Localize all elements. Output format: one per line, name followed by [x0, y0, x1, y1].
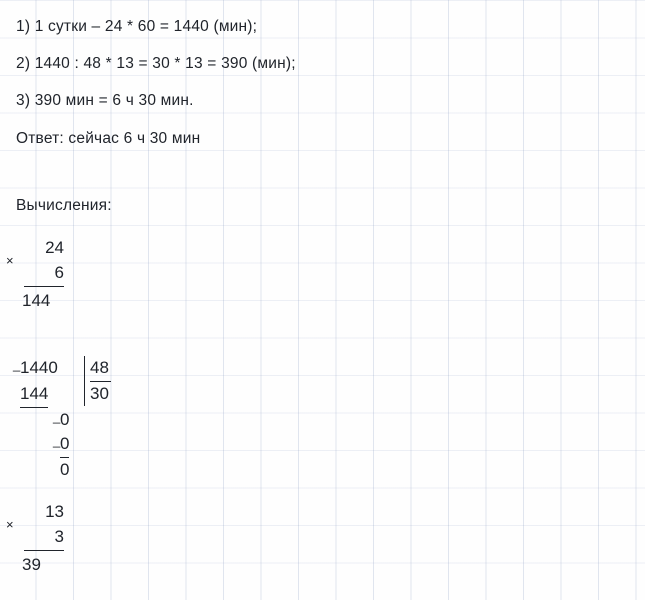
remainder-value-1: 0: [60, 409, 70, 429]
dividend-value: 1440: [20, 358, 58, 377]
multiplier-2: 3: [54, 526, 64, 546]
remainder-value-3: 0: [60, 459, 70, 479]
subtraction-sign-icon-1: _: [13, 357, 21, 372]
multiplicand: 24: [45, 238, 64, 257]
solution-step-1: 1) 1 сутки – 24 * 60 = 1440 (мин);: [16, 18, 258, 35]
multiplication-product-2: 39: [22, 555, 41, 575]
solution-step-3: 3) 390 мин = 6 ч 30 мин.: [16, 92, 194, 109]
long-division-block: [13, 356, 134, 483]
quotient-value: 30: [90, 383, 109, 403]
multiplicand-2: 13: [45, 502, 64, 521]
subtraction-sign-icon-3: _: [53, 433, 61, 449]
final-answer: Ответ: сейчас 6 ч 30 мин: [16, 130, 201, 147]
quotient-column: [84, 382, 134, 406]
dividend-column: [13, 356, 84, 380]
multiplication-sign-icon-2: ×: [6, 517, 14, 532]
subtrahend-value: 144: [20, 382, 48, 408]
division-top-row: [13, 356, 134, 382]
division-remainder-row-2: [20, 432, 134, 458]
remainder-value-2: 0: [60, 432, 69, 458]
divisor-column: [84, 356, 134, 382]
divisor-value: 48: [90, 356, 111, 382]
subtrahend-column: [20, 382, 84, 408]
column-multiplication-second: [6, 500, 82, 578]
calculations-heading: Вычисления:: [16, 197, 112, 214]
solution-step-2: 2) 1440 : 48 * 13 = 30 * 13 = 390 (мин);: [16, 55, 296, 72]
subtraction-sign-icon-2: _: [53, 408, 61, 424]
multiplier: 6: [54, 262, 64, 282]
column-multiplication-first: [6, 236, 82, 314]
division-remainder-row-3: [20, 458, 134, 483]
multiplication-product: 144: [22, 291, 51, 311]
division-subtract-row: [20, 382, 134, 408]
division-remainder-row-1: [20, 408, 134, 433]
multiplication-rule-line: [24, 286, 64, 287]
multiplication-sign-icon: ×: [6, 253, 14, 268]
multiplication-rule-line-2: [24, 550, 64, 551]
